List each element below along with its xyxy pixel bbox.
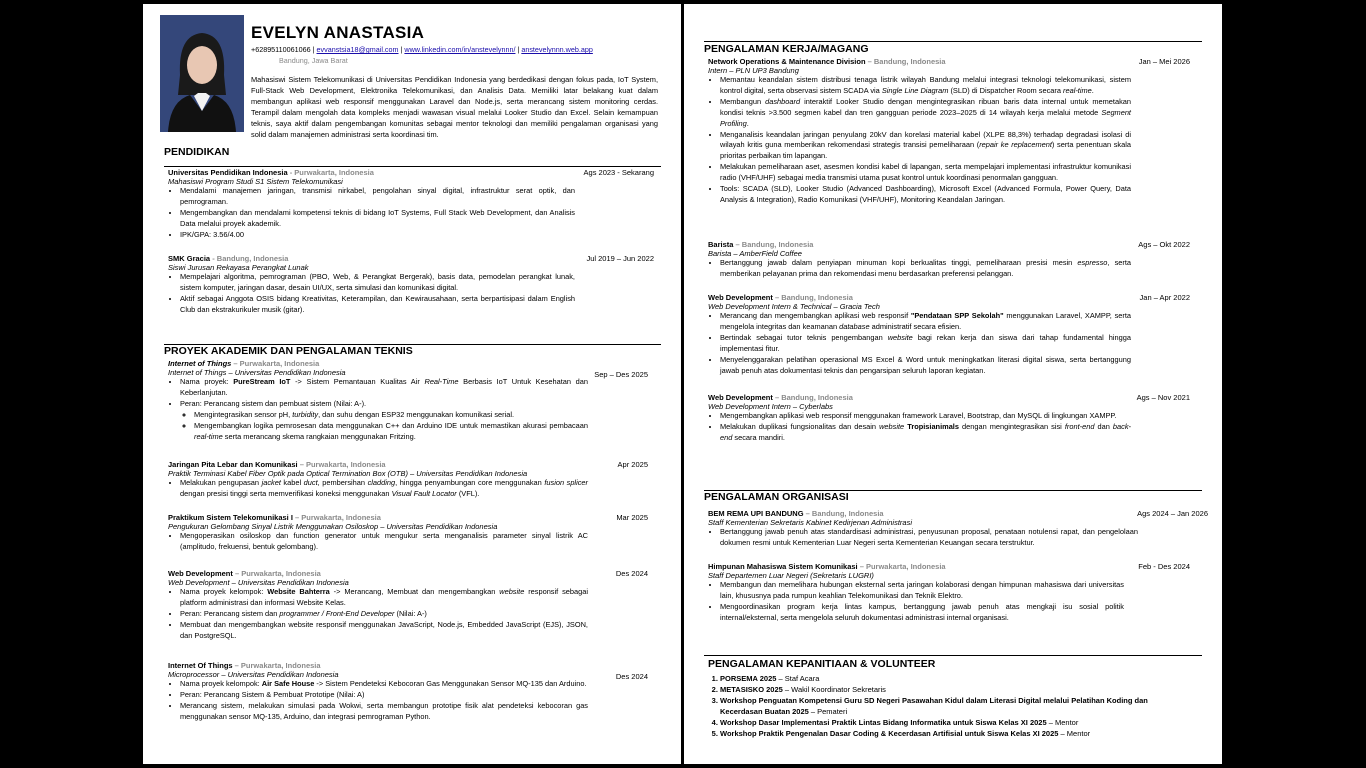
list-item: • Menganalisis keandalan jaringan penyulang 20kV dan korelasi material kabel (XLPE 88,3%) terhadap degradasi isolasi di wilayah kritis guna memberikan rekomendasi strategis transisi pemeliharaan (repair ke replacement) serta penentuan skala prioritas perbaikan tim lapangan.	[720, 130, 1131, 163]
work-entry	[708, 293, 1190, 376]
education-entry	[168, 254, 654, 316]
entry-subtitle: Intern – PLN UP3 Bandung	[708, 66, 799, 75]
work-entry	[708, 57, 1190, 206]
organization-entry	[708, 509, 1208, 549]
entry-title: Barista – Bandung, Indonesia	[708, 240, 814, 249]
entry-date: Jan – Mei 2026	[1138, 57, 1190, 66]
entry-title: Jaringan Pita Lebar dan Komunikasi – Purwakarta, Indonesia	[168, 460, 386, 469]
entry-title: Praktikum Sistem Telekomunikasi I – Purwakarta, Indonesia	[168, 513, 381, 522]
entry-subtitle: Microprocessor – Universitas Pendidikan Indonesia	[168, 670, 339, 679]
entry-subtitle: Web Development Intern & Technical – Gracia Tech	[708, 302, 880, 311]
entry-subtitle: Staff Departemen Luar Negeri (Sekretaris LUGRI)	[708, 571, 874, 580]
list-item: 4. Workshop Dasar Implementasi Praktik Lintas Bidang Informatika untuk Siswa Kelas XI 2025 – Mentor	[720, 717, 1190, 728]
bullet-list	[168, 186, 575, 241]
entry-date: Des 2024	[615, 569, 648, 578]
profile-photo-image	[160, 15, 244, 132]
contact-line: +62895110061066 | evvanstsia18@gmail.com | www.linkedin.com/in/anstevelynnn/ | anstevelynnn.web.app	[251, 45, 593, 54]
section-title-volunteer: PENGALAMAN KEPANITIAAN & VOLUNTEER	[708, 658, 936, 670]
list-item: • Peran: Perancang sistem dan pembuat sistem (Nilai: A-). ◦ Mengintegrasikan sensor pH, turbidity, dan suhu dengan ESP32 menggunakan komunikasi serial. ◦ Mengembangkan logika pemrosesan data menggunakan C++ dan Arduino IDE untuk memastikan akurasi pembacaan real-time serta merancang skema rangkaian menggunakan Fritzing.	[180, 399, 588, 443]
entry-title: Internet Of Things – Purwakarta, Indonesia	[168, 661, 321, 670]
list-item: ◦ Mengembangkan logika pemrosesan data menggunakan C++ dan Arduino IDE untuk memastikan akurasi pembacaan real-time serta merancang skema rangkaian menggunakan Fritzing.	[194, 421, 588, 443]
entry-title: Universitas Pendidikan Indonesia - Purwakarta, Indonesia	[168, 168, 374, 177]
section-divider	[704, 41, 1202, 42]
entry-title: SMK Gracia - Bandung, Indonesia	[168, 254, 289, 263]
list-item: • Mengoordinasikan program kerja lintas kampus, bertanggung jawab penuh atas mengkaji isu sosial politik internal/eksternal, serta mengelola seluruh dokumentasi administrasi internal organisasi.	[720, 602, 1124, 624]
sub-bullet-list	[180, 410, 588, 443]
bullet-list	[708, 411, 1131, 444]
entry-title: Web Development – Bandung, Indonesia	[708, 393, 853, 402]
entry-date: Jul 2019 – Jun 2022	[586, 254, 654, 263]
entry-title: BEM REMA UPI BANDUNG – Bandung, Indonesia	[708, 509, 884, 518]
bullet-list	[708, 75, 1131, 206]
list-item: • Mendalami manajemen jaringan, transmisi nirkabel, pengolahan sinyal digital, infrastruktur serat optik, dan pemrograman.	[180, 186, 575, 208]
work-entry	[708, 393, 1190, 444]
resume-page-right	[684, 4, 1222, 764]
entry-subtitle: Siswi Jurusan Rekayasa Perangkat Lunak	[168, 263, 309, 272]
entry-title: Himpunan Mahasiswa Sistem Komunikasi – Purwakarta, Indonesia	[708, 562, 946, 571]
summary-text: Mahasiswi Sistem Telekomunikasi di Universitas Pendidikan Indonesia yang berdedikasi dengan fokus pada, IoT System, Full-Stack Web Development, Elektronika Telekomunikasi, dan Analisis Data. Memiliki latar belakang kuat dalam membangun aplikasi web responsif menggunakan Laravel dan Node.js, serta merancang sistem monitoring cerdas. Terampil dalam mengolah data kompleks menjadi wawasan visual melalui Looker Studio dan Excel. Selain kemampuan teknis, saya aktif dalam pengembangan komunitas sebagai mentor teknologi dan memiliki pengalaman organisasi yang solid dalam manajemen administrasi serta koordinasi tim.	[251, 75, 658, 139]
list-item: • Membangun dan memelihara hubungan eksternal serta jaringan kolaborasi dengan himpunan mahasiswa dari universitas lain, khususnya pada rumpun keahlian Telekomunikasi dan Teknik Elektro.	[720, 580, 1124, 602]
volunteer-list	[708, 673, 1190, 739]
entry-date: Sep – Des 2025	[594, 370, 648, 379]
section-title-work: PENGALAMAN KERJA/MAGANG	[704, 43, 869, 55]
list-item: • IPK/GPA: 3.56/4.00	[180, 230, 575, 241]
profile-photo	[160, 15, 244, 132]
list-item: 1. PORSEMA 2025 – Staf Acara	[720, 673, 1190, 684]
entry-subtitle: Web Development – Universitas Pendidikan Indonesia	[168, 578, 349, 587]
bullet-list	[708, 311, 1131, 376]
entry-subtitle: Staff Kementerian Sekretaris Kabinet Kedirjenan Administrasi	[708, 518, 912, 527]
list-item: • Membangun dashboard interaktif Looker Studio dengan mengintegrasikan ribuan baris data internal untuk memetakan kondisi teknis >3.500 segmen kabel dan tren gangguan periode 2023–2025 di 14 wilayah kerja melalui metode Segment Profiling.	[720, 97, 1131, 130]
resume-page-left	[143, 4, 681, 764]
entry-date: Ags – Nov 2021	[1136, 393, 1190, 402]
linkedin-link[interactable]: www.linkedin.com/in/anstevelynnn/	[404, 45, 516, 54]
location-text: Bandung, Jawa Barat	[279, 56, 348, 65]
list-item: • Membuat dan mengembangkan website responsif menggunakan JavaScript, Node.js, Embedded JavaScript (EJS), JSON, dan PostgreSQL.	[180, 620, 588, 642]
entry-date: Feb - Des 2024	[1138, 562, 1190, 571]
list-item: • Melakukan pengupasan jacket kabel duct, pembersihan cladding, hingga penyambungan core menggunakan fusion splicer dengan presisi tinggi serta memverifikasi koneksi menggunakan Visual Fault Locator (VFL).	[180, 478, 588, 500]
list-item: • Menyelenggarakan pelatihan operasional MS Excel & Word untuk meningkatkan literasi digital siswa, serta bertanggung jawab penuh atas dokumentasi teknis dan pengarsipan seluruh laporan kegiatan.	[720, 355, 1131, 377]
section-divider	[164, 166, 661, 167]
list-item: • Bertanggung jawab penuh atas standardisasi administrasi, penyusunan proposal, penataan notulensi rapat, dan pengelolaan dokumen resmi untuk Kementerian Luar Negeri serta Kementerian Keuangan secara terstruktur.	[720, 527, 1138, 549]
phone-number: +62895110061066	[251, 45, 311, 54]
organization-entry	[708, 562, 1190, 624]
entry-date: Des 2024	[615, 672, 648, 681]
entry-subtitle: Barista – AmberField Coffee	[708, 249, 802, 258]
list-item: • Mengoperasikan osiloskop dan function generator untuk mengukur serta menganalisis parameter sinyal listrik AC (amplitudo, frekuensi, bentuk gelombang).	[180, 531, 588, 553]
bullet-list	[168, 272, 575, 316]
work-entry	[708, 240, 1190, 280]
list-item: 2. METASISKO 2025 – Wakil Koordinator Sekretaris	[720, 684, 1190, 695]
bullet-list	[168, 679, 588, 723]
website-link[interactable]: anstevelynnn.web.app	[521, 45, 593, 54]
list-item: • Melakukan pemeliharaan aset, asesmen kondisi kabel di lapangan, serta mempelajari implementasi infrastruktur komunikasi radio (VHF/UHF) sebagai media transmisi utama pusat kontrol untuk koordinasi penormalan gangguan.	[720, 162, 1131, 184]
bullet-list	[168, 587, 588, 642]
list-item: • Mempelajari algoritma, pemrograman (PBO, Web, & Perangkat Bergerak), basis data, pemodelan perangkat lunak, sistem komputer, jaringan dasar, desain UI/UX, serta simulasi dan komunikasi digital.	[180, 272, 575, 294]
entry-title: Internet of Things – Purwakarta, Indonesia	[168, 359, 320, 368]
entry-date: Ags 2023 - Sekarang	[583, 168, 654, 177]
entry-title: Network Operations & Maintenance Division – Bandung, Indonesia	[708, 57, 946, 66]
list-item: • Nama proyek: PureStream IoT -> Sistem Pemantauan Kualitas Air Real-Time Berbasis IoT Untuk Kesehatan dan Keberlanjutan.	[180, 377, 588, 399]
entry-date: Mar 2025	[616, 513, 648, 522]
section-divider	[164, 344, 661, 345]
list-item: • Merancang sistem, melakukan simulasi pada Wokwi, serta membangun prototipe fisik alat pendeteksi kebocoran gas menggunakan sensor MQ-135, Arduino, dan integrasi pemrograman Python.	[180, 701, 588, 723]
list-item: 3. Workshop Penguatan Kompetensi Guru SD Negeri Pasawahan Kidul dalam Literasi Digital melalui Pelatihan Koding dan Kecerdasan Buatan 2025 – Pemateri	[720, 695, 1190, 717]
candidate-name: EVELYN ANASTASIA	[251, 23, 425, 42]
project-entry	[168, 569, 648, 642]
education-entry	[168, 168, 654, 241]
bullet-list	[168, 478, 588, 500]
bullet-list	[708, 580, 1124, 624]
list-item: 5. Workshop Praktik Pengenalan Dasar Coding & Kecerdasan Artifisial untuk Siswa Kelas XI 2025 – Mentor	[720, 728, 1190, 739]
list-item: • Bertindak sebagai tutor teknis pengembangan website bagi rekan kerja dan siswa dari tahap fundamental hingga implementasi fitur.	[720, 333, 1131, 355]
entry-date: Ags – Okt 2022	[1138, 240, 1190, 249]
entry-date: Jan – Apr 2022	[1139, 293, 1190, 302]
project-entry	[168, 460, 648, 500]
entry-subtitle: Mahasiswi Program Studi S1 Sistem Telekomunikasi	[168, 177, 343, 186]
list-item: • Merancang dan mengembangkan aplikasi web responsif "Pendataan SPP Sekolah" menggunakan Laravel, XAMPP, serta mengelola integritas dan keamanan database administratif secara efisien.	[720, 311, 1131, 333]
bullet-list	[168, 377, 588, 442]
entry-subtitle: Web Development Intern – Cyberlabs	[708, 402, 833, 411]
entry-date: Ags 2024 – Jan 2026	[1137, 509, 1208, 518]
list-item: • Nama proyek kelompok: Air Safe House -> Sistem Pendeteksi Kebocoran Gas Menggunakan Sensor MQ-135 dan Arduino.	[180, 679, 588, 690]
entry-title: Web Development – Purwakarta, Indonesia	[168, 569, 321, 578]
list-item: • Peran: Perancang Sistem & Pembuat Prototipe (Nilai: A)	[180, 690, 588, 701]
list-item: • Tools: SCADA (SLD), Looker Studio (Advanced Dashboarding), Microsoft Excel (Advanced Formula, Power Query, Data Analysis & Integration), Radio Komunikasi (VHF/UHF), Monitoring Keandalan Jaringan.	[720, 184, 1131, 206]
list-item: • Melakukan duplikasi fungsionalitas dan desain website Tropisianimals dengan mengintegrasikan sisi front-end dan back-end secara mandiri.	[720, 422, 1131, 444]
entry-subtitle: Pengukuran Gelombang Sinyal Listrik Menggunakan Osiloskop – Universitas Pendidikan Indonesia	[168, 522, 498, 531]
list-item: • Memantau keandalan sistem distribusi tenaga listrik wilayah Bandung melalui integrasi teknologi telekomunikasi, sistem kontrol digital, serta observasi sistem SCADA via Single Line Diagram (SLD) di Dispatcher Room secara real-time.	[720, 75, 1131, 97]
project-entry	[168, 661, 648, 723]
list-item: • Peran: Perancang sistem dan programmer / Front-End Developer (Nilai: A-)	[180, 609, 588, 620]
email-link[interactable]: evvanstsia18@gmail.com	[316, 45, 399, 54]
entry-date: Apr 2025	[617, 460, 648, 469]
list-item: • Mengembangkan dan mendalami kompetensi teknis di bidang IoT Systems, Full Stack Web Development, dan Analisis Data melalui proyek akademik.	[180, 208, 575, 230]
section-title-organization: PENGALAMAN ORGANISASI	[704, 491, 849, 503]
bullet-list	[708, 258, 1131, 280]
list-item: • Aktif sebagai Anggota OSIS bidang Kreativitas, Keterampilan, dan Kewirausahaan, serta berpartisipasi dalam English Club dan ekstrakurikuler musik (gitar).	[180, 294, 575, 316]
project-entry	[168, 513, 648, 553]
section-divider	[704, 655, 1202, 656]
project-entry	[168, 359, 648, 442]
section-title-education: PENDIDIKAN	[164, 146, 230, 158]
entry-title: Web Development – Bandung, Indonesia	[708, 293, 853, 302]
list-item: ◦ Mengintegrasikan sensor pH, turbidity, dan suhu dengan ESP32 menggunakan komunikasi serial.	[194, 410, 588, 421]
list-item: • Nama proyek kelompok: Website Bahterra -> Merancang, Membuat dan mengembangkan website responsif sebagai platform administrasi dan informasi Website Kelas.	[180, 587, 588, 609]
list-item: • Mengembangkan aplikasi web responsif menggunakan framework Laravel, Bootstrap, dan MySQL di lingkungan XAMPP.	[720, 411, 1131, 422]
entry-subtitle: Internet of Things – Universitas Pendidikan Indonesia	[168, 368, 346, 377]
list-item: • Bertanggung jawab dalam penyiapan minuman kopi berkualitas tinggi, pemeliharaan presisi mesin espresso, serta memberikan pelayanan prima dan rekomendasi menu berdasarkan preferensi pelanggan.	[720, 258, 1131, 280]
entry-subtitle: Praktik Terminasi Kabel Fiber Optik pada Optical Termination Box (OTB) – Universitas Pendidikan Indonesia	[168, 469, 528, 478]
section-title-projects: PROYEK AKADEMIK DAN PENGALAMAN TEKNIS	[164, 345, 413, 357]
bullet-list	[708, 527, 1138, 549]
bullet-list	[168, 531, 588, 553]
